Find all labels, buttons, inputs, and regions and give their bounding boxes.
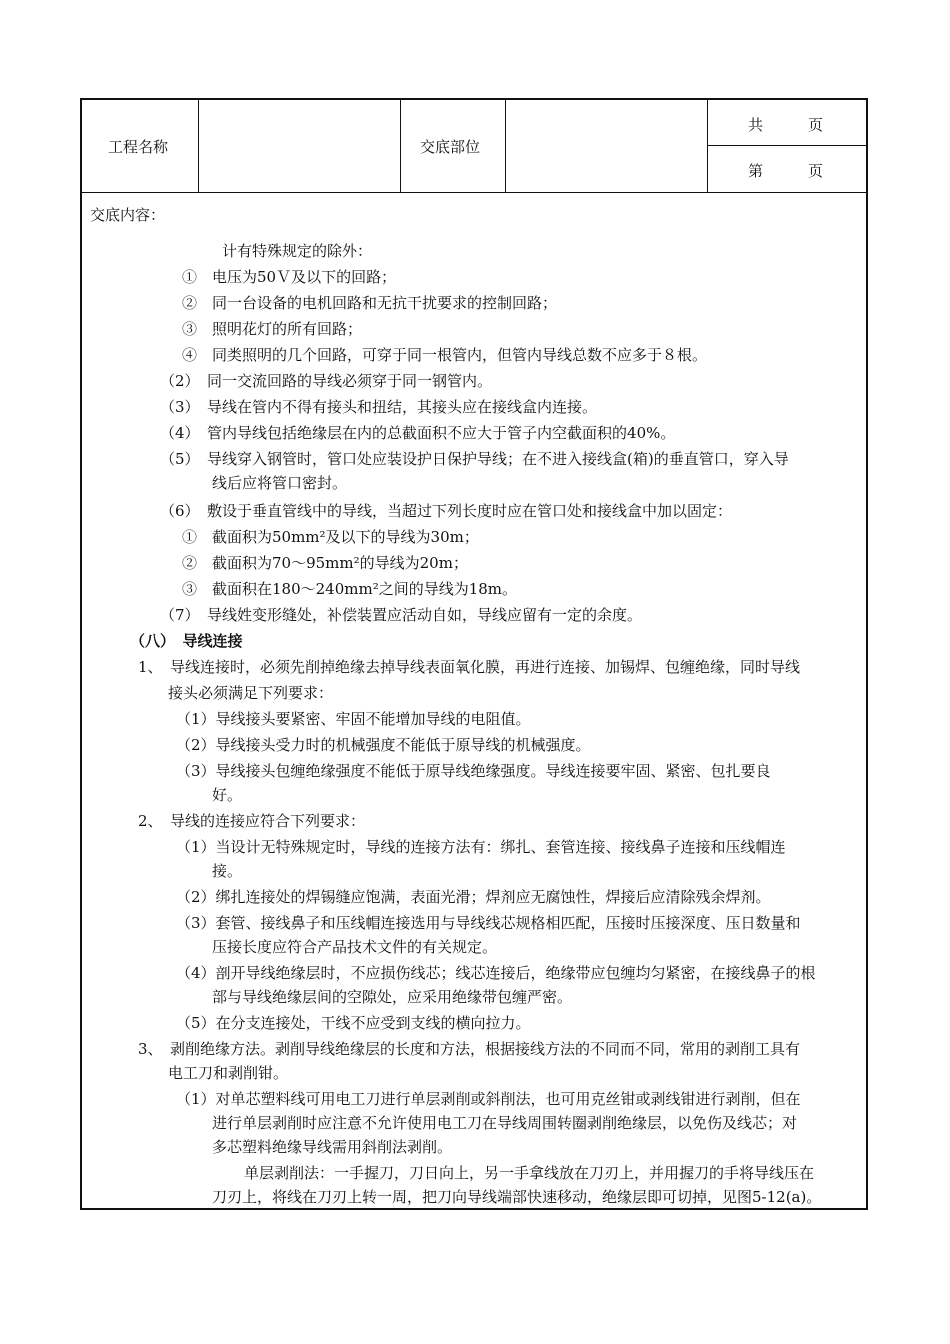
content-line: ① 截面积为50mm²及以下的导线为30m； <box>182 528 479 546</box>
content-line: 刀刃上，将线在刀刃上转一周，把刀向导线端部快速移动，绝缘层即可切掉，见图5-12(a)。 <box>212 1188 822 1206</box>
header-bottom-rule <box>82 192 868 193</box>
content-label: 交底内容： <box>90 206 166 224</box>
page-number: 第 页 <box>748 162 824 180</box>
content-line: 压接长度应符合产品技术文件的有关规定。 <box>212 938 498 956</box>
content-line: 计有特殊规定的除外： <box>222 242 373 260</box>
header-divider <box>707 100 708 192</box>
content-line: （3）导线接头包缠绝缘强度不能低于原导线绝缘强度。导线连接要牢固、紧密、包扎要良 <box>176 762 771 780</box>
content-line: ③ 截面积在180～240mm²之间的导线为18m。 <box>182 580 518 598</box>
content-line: ① 电压为50Ｖ及以下的回路； <box>182 268 397 286</box>
content-line: 好。 <box>212 786 243 804</box>
content-line: （1）当设计无特殊规定时，导线的连接方法有：绑扎、套管连接、接线鼻子连接和压线帽连 <box>176 838 786 856</box>
content-line: 接。 <box>212 862 243 880</box>
content-line: ② 截面积为70～95mm²的导线为20m； <box>182 554 468 572</box>
content-line: ④ 同类照明的几个回路，可穿于同一根管内，但管内导线总数不应多于８根。 <box>182 346 708 364</box>
content-line: 线后应将管口密封。 <box>212 474 348 492</box>
content-line: （3）套管、接线鼻子和压线帽连接选用与导线线芯规格相匹配，压接时压接深度、压日数量和 <box>176 914 801 932</box>
content-line: 3、 剥削绝缘方法。剥削导线绝缘层的长度和方法，根据接线方法的不同而不同，常用的剥削工具有 <box>138 1040 801 1058</box>
content-line: （3） 导线在管内不得有接头和扭结，其接头应在接线盒内连接。 <box>160 398 598 416</box>
content-line: （6） 敷设于垂直管线中的导线，当超过下列长度时应在管口处和接线盒中加以固定： <box>160 502 733 520</box>
content-line: 2、 导线的连接应符合下列要求： <box>138 812 366 830</box>
content-line: （2）导线接头受力时的机械强度不能低于原导线的机械强度。 <box>176 736 591 754</box>
header-divider <box>198 100 199 192</box>
content-line: ② 同一台设备的电机回路和无抗干扰要求的控制回路； <box>182 294 558 312</box>
content-line: 进行单层剥削时应注意不允许使用电工刀在导线周围转圈剥削绝缘层，以免伤及线芯；对 <box>212 1114 798 1132</box>
section-heading: （八） 导线连接 <box>130 632 243 650</box>
content-line: （2）绑扎连接处的焊锡缝应饱满，表面光滑；焊剂应无腐蚀性，焊接后应清除残余焊剂。 <box>176 888 771 906</box>
location-label: 交底部位 <box>420 138 481 156</box>
content-line: （5） 导线穿入钢管时，管口处应装设护日保护导线；在不进入接线盒(箱)的垂直管口，穿入导 <box>160 450 789 468</box>
content-line: （1）对单芯塑料线可用电工刀进行单层剥削或斜削法，也可用克丝钳或剥线钳进行剥削，但在 <box>176 1090 801 1108</box>
content-line: （4）剖开导线绝缘层时，不应损伤线芯；线芯连接后，绝缘带应包缠均匀紧密，在接线鼻子的根 <box>176 964 816 982</box>
content-line: 部与导线绝缘层间的空隙处，应采用绝缘带包缠严密。 <box>212 988 573 1006</box>
content-line: 多芯塑料绝缘导线需用斜削法剥削。 <box>212 1138 453 1156</box>
content-line: （1）导线接头要紧密、牢固不能增加导线的电阻值。 <box>176 710 531 728</box>
content-line: 1、 导线连接时，必须先削掉绝缘去掉导线表面氧化膜，再进行连接、加锡焊、包缠绝缘，同时导线 <box>138 658 801 676</box>
content-line: 单层剥削法：一手握刀，刀日向上，另一手拿线放在刀刃上，并用握刀的手将导线压在 <box>244 1164 815 1182</box>
content-line: （4） 管内导线包括绝缘层在内的总截面积不应大于管子内空截面积的40%。 <box>160 424 676 442</box>
content-line: 接头必须满足下列要求： <box>168 684 334 702</box>
project-name-label: 工程名称 <box>108 138 169 156</box>
content-line: （5）在分支连接处，干线不应受到支线的横向拉力。 <box>176 1014 531 1032</box>
content-line: 电工刀和剥削钳。 <box>168 1064 289 1082</box>
header-divider <box>400 100 401 192</box>
header-divider <box>707 145 868 146</box>
header-divider <box>505 100 506 192</box>
total-pages: 共 页 <box>748 116 824 134</box>
content-line: ③ 照明花灯的所有回路； <box>182 320 363 338</box>
content-line: （7） 导线姓变形缝处，补偿装置应活动自如，导线应留有一定的余度。 <box>160 606 643 624</box>
content-line: （2） 同一交流回路的导线必须穿于同一钢管内。 <box>160 372 493 390</box>
